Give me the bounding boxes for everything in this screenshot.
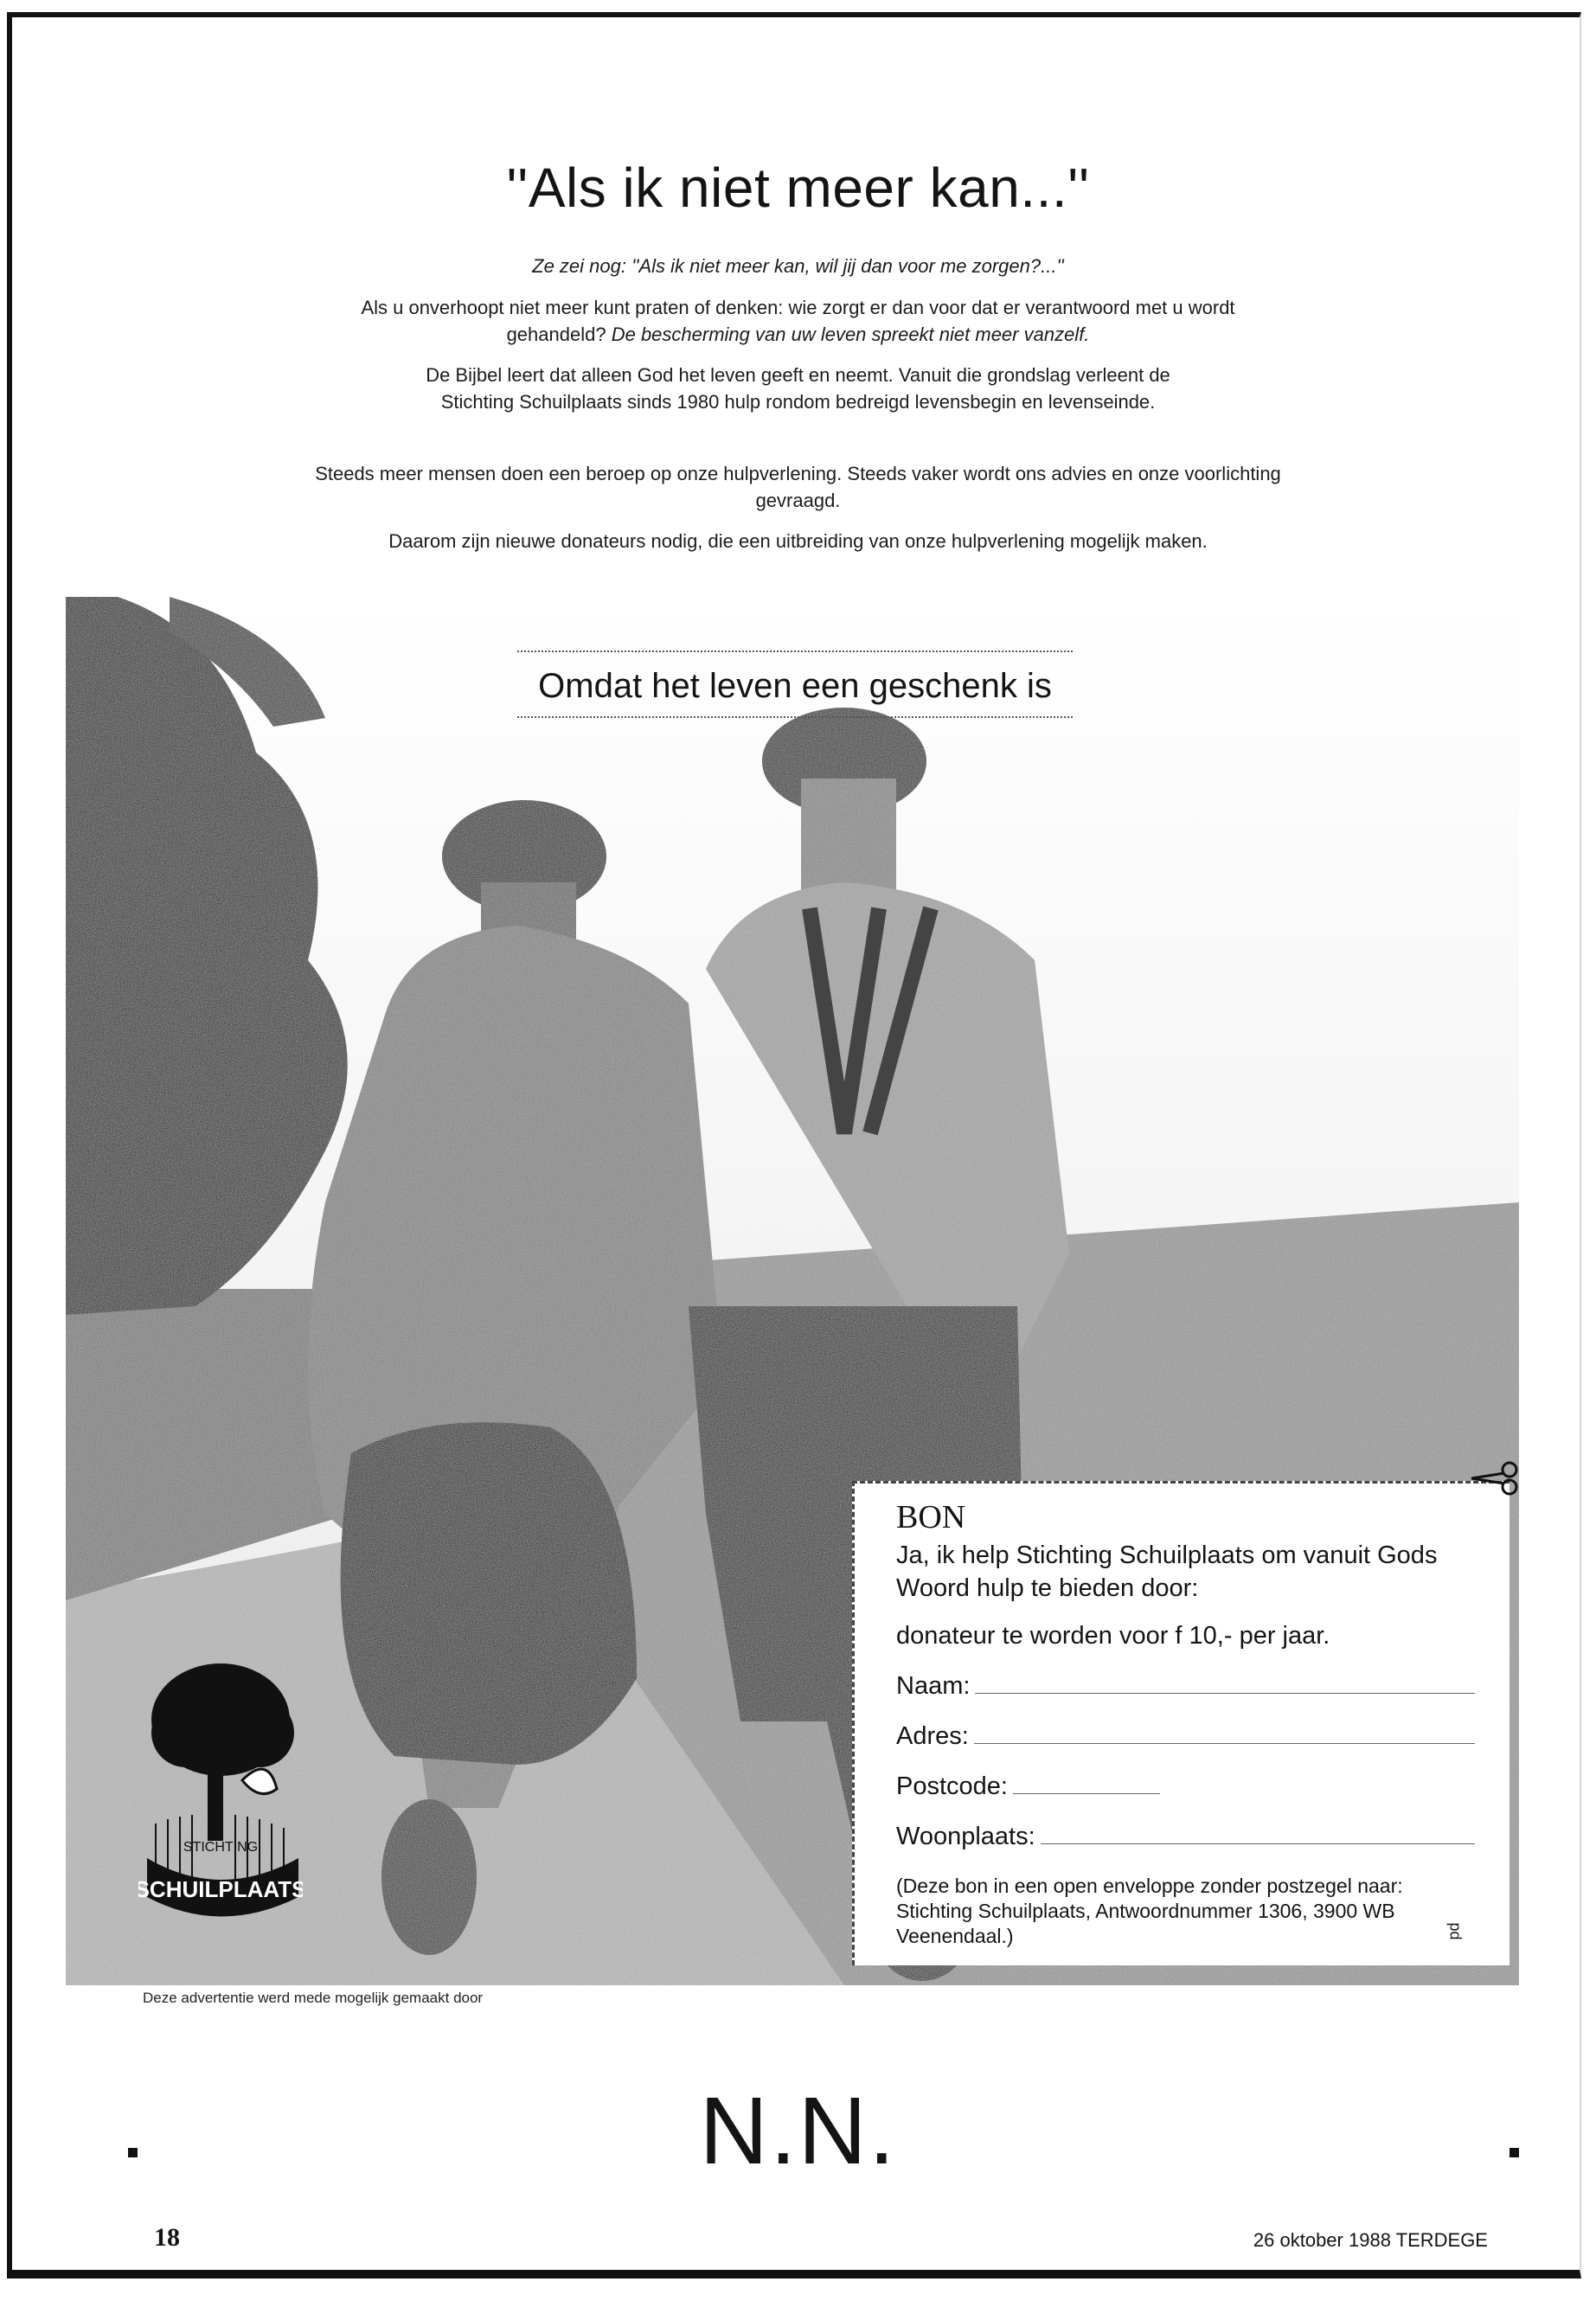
postcode-label: Postcode:	[896, 1772, 1008, 1800]
address-input-line[interactable]	[974, 1743, 1475, 1744]
issue-date: 26 oktober 1988 TERDEGE	[1253, 2229, 1488, 2251]
page-number: 18	[154, 2223, 180, 2252]
paragraph-question	[311, 294, 1285, 348]
coupon-intro: Ja, ik help Stichting Schuilplaats om vanuit Gods Woord hulp te bieden door:	[896, 1541, 1438, 1602]
paragraph-demand: Steeds meer mensen doen een beroep op onze hulpverlening. Steeds vaker wordt ons advies en onze voorlichting gevraagd.	[315, 463, 1281, 511]
stichting-schuilplaats-logo	[138, 1650, 303, 1927]
logo-line2: SCHUILPLAATS	[138, 1876, 303, 1902]
slogan: Omdat het leven een geschenk is	[517, 651, 1073, 718]
tree-logo-icon	[138, 1650, 303, 1927]
name-input-line[interactable]	[975, 1693, 1475, 1694]
photo-credit-tag: pd	[1446, 1922, 1465, 1940]
paragraph-bible: De Bijbel leert dat alleen God het leven geeft en neemt. Vanuit die grondslag verleent de Stichting Schuilplaats sinds 1980 hulp rondom bedreigd levensbegin en levenseinde.	[426, 364, 1170, 413]
quote-text: Ze zei nog: ''Als ik niet meer kan, wil jij dan voor me zorgen?...''	[532, 255, 1064, 277]
logo-line1: STICHTING	[183, 1840, 259, 1855]
paragraph-question-text: Als u onverhoopt niet meer kunt praten of denken: wie zorgt er dan voor dat er verantwoord met u wordt gehandeld?	[361, 297, 1235, 345]
postcode-field[interactable]	[896, 1770, 1475, 1801]
paragraph-donors: Daarom zijn nieuwe donateurs nodig, die een uitbreiding van onze hulpverlening mogelijk maken.	[388, 530, 1208, 552]
coupon-title: BON	[896, 1499, 966, 1535]
bullet-right	[1509, 2148, 1519, 2157]
headline: ''Als ik niet meer kan...''	[506, 157, 1090, 219]
postcode-input-line[interactable]	[1013, 1793, 1160, 1794]
city-input-line[interactable]	[1041, 1843, 1475, 1844]
city-label: Woonplaats:	[896, 1823, 1035, 1850]
name-label: Naam:	[896, 1672, 971, 1700]
sponsor-note: Deze advertentie werd mede mogelijk gemaakt door	[143, 1990, 484, 2006]
donation-coupon	[852, 1481, 1509, 1965]
scissors-icon	[1470, 1461, 1522, 1496]
coupon-note: (Deze bon in een open enveloppe zonder postzegel naar: Stichting Schuilplaats, Antwoordnummer 1306, 3900 WB Veenendaal.)	[896, 1875, 1403, 1947]
address-label: Adres:	[896, 1722, 969, 1750]
address-field[interactable]	[896, 1720, 1475, 1751]
sponsor-name: N.N.	[699, 2078, 897, 2184]
bullet-left	[128, 2148, 138, 2157]
coupon-donor-line: donateur te worden voor f 10,- per jaar.	[896, 1622, 1330, 1650]
city-field[interactable]	[896, 1820, 1475, 1851]
name-field[interactable]	[896, 1670, 1475, 1701]
paragraph-question-italic: De bescherming van uw leven spreekt niet meer vanzelf.	[611, 324, 1090, 345]
